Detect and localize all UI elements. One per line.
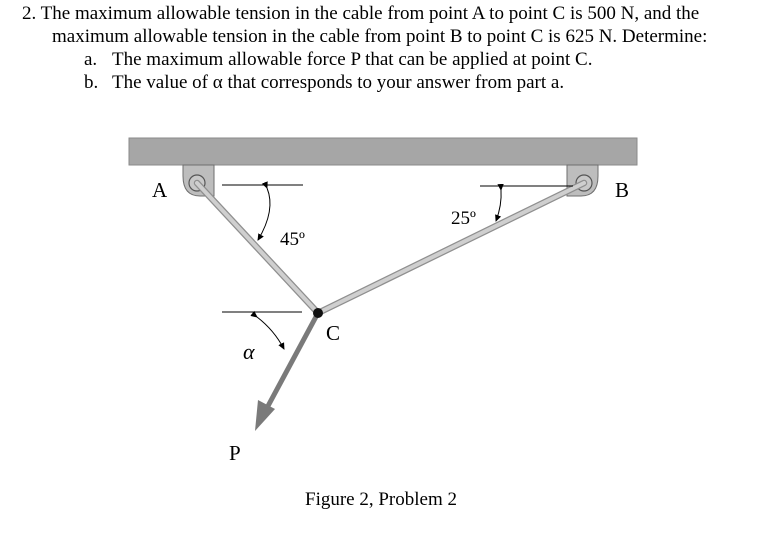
angle-arc-45: [258, 188, 270, 240]
figure-caption: Figure 2, Problem 2: [305, 489, 457, 510]
part-a-letter: a.: [84, 49, 98, 70]
force-p-arrow: [255, 313, 318, 431]
angle-label-45: 45º: [280, 229, 305, 250]
label-b: B: [615, 178, 630, 202]
cable-bc: [318, 183, 584, 313]
label-c: C: [326, 321, 341, 345]
ceiling-beam: [129, 138, 637, 165]
angle-arc-alpha: [257, 317, 284, 349]
label-p: P: [229, 441, 241, 465]
label-a: A: [152, 178, 168, 202]
angle-label-25: 25º: [451, 208, 476, 229]
label-alpha: α: [243, 339, 255, 364]
problem-text-line-1: The maximum allowable tension in the cable from point A to point C is 500 N, and the: [40, 3, 700, 24]
part-b-letter: b.: [84, 72, 99, 93]
part-b-text: The value of α that corresponds to your answer from part a.: [112, 72, 565, 93]
joint-c: [313, 308, 323, 318]
problem-text-line-2: maximum allowable tension in the cable from point B to point C is 625 N. Determine:: [52, 26, 708, 47]
angle-arc-25: [496, 190, 501, 221]
part-a-text: The maximum allowable force P that can be applied at point C.: [112, 49, 593, 70]
problem-number: 2.: [22, 3, 37, 24]
